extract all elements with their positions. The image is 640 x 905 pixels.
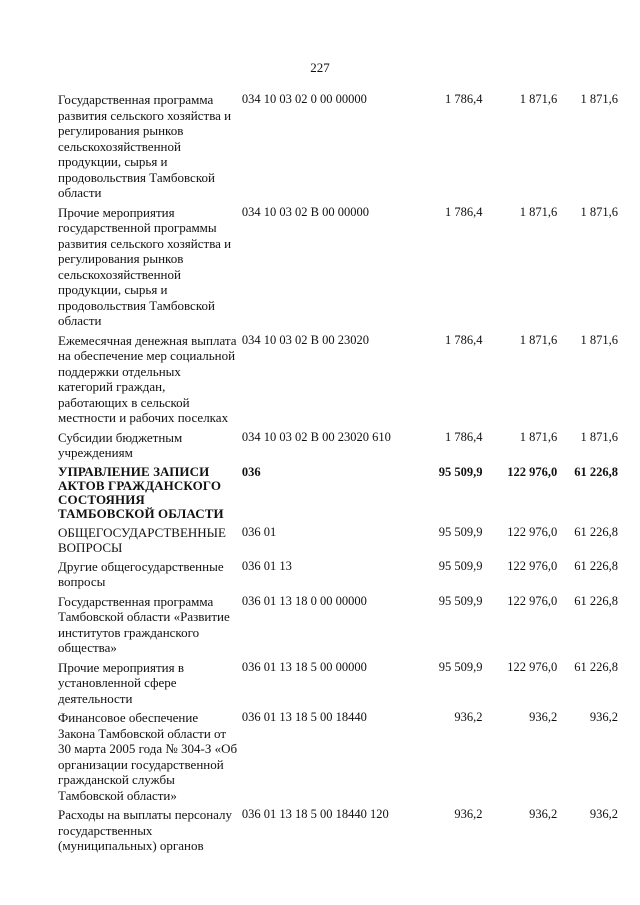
row-value-1: 1 786,4 [444,332,483,347]
row-code: 036 [241,464,261,479]
row-name: Ежемесячная денежная выплата на обеспечение мер социальной поддержки отдельных категорий граждан, работающих в сельской местности и рабочих поселках [58,332,237,425]
row-value-2: 936,2 [529,807,558,821]
row-name: ОБЩЕГОСУДАРСТВЕННЫЕ ВОПРОСЫ [58,524,226,555]
table-row-department [58,465,628,525]
row-name: Другие общегосударственные вопросы [58,558,224,589]
row-value-3: 61 226,8 [574,659,618,674]
row-value-3: 61 226,8 [574,593,618,608]
row-code: 036 01 13 18 5 00 18440 [241,710,367,724]
table-row [58,594,628,660]
row-value-1: 95 509,9 [438,524,483,539]
row-value-1: 1 786,4 [444,92,483,106]
row-value-2: 1 871,6 [519,429,558,444]
row-value-2: 1 871,6 [519,92,558,106]
table-row [58,559,628,594]
row-value-1: 95 509,9 [438,558,483,573]
row-value-3: 61 226,8 [574,558,618,573]
row-value-2: 122 976,0 [507,659,558,674]
row-code: 036 01 13 18 5 00 00000 [241,659,367,674]
budget-table [58,92,628,854]
row-value-1: 936,2 [454,807,483,821]
row-value-2: 1 871,6 [519,332,558,347]
row-name: Финансовое обеспечение Закона Тамбовской области от 30 марта 2005 года № 304-З «Об организации государственной гражданской службы Тамбовской области» [58,710,238,803]
table-row [58,660,628,711]
table-row [58,710,628,807]
row-name: Прочие мероприятия государственной программы развития сельского хозяйства и регулирования рынков сельскохозяйственной продукции, сырья и продовольствия Тамбовской области [58,204,232,328]
table-row [58,430,628,465]
row-value-3: 1 871,6 [580,92,618,106]
row-code: 036 01 13 18 0 00 00000 [241,593,367,608]
row-value-3: 1 871,6 [580,429,618,444]
row-name: Государственная программа развития сельского хозяйства и регулирования рынков сельскохозяйственной продукции, сырья и продовольствия Тамбовской области [58,92,232,200]
row-name: Прочие мероприятия в установленной сфере деятельности [58,659,184,706]
table-row [58,92,628,205]
table-row [58,525,628,559]
row-code: 036 01 [241,524,277,539]
table-row [58,807,628,854]
row-value-1: 95 509,9 [438,464,483,479]
table-row [58,205,628,333]
row-name: Расходы на выплаты персоналу государственных (муниципальных) органов [58,807,233,853]
row-value-3: 61 226,8 [574,464,618,479]
row-value-3: 936,2 [589,710,618,724]
row-code: 034 10 03 02 0 00 00000 [241,92,367,106]
row-value-1: 1 786,4 [444,429,483,444]
row-value-2: 122 976,0 [507,464,558,479]
row-value-1: 95 509,9 [438,659,483,674]
row-value-1: 1 786,4 [444,204,483,219]
page-number: 227 [310,60,330,75]
row-code: 036 01 13 [241,558,292,573]
row-value-3: 1 871,6 [580,204,618,219]
row-value-2: 1 871,6 [519,204,558,219]
row-value-2: 936,2 [529,710,558,724]
table-row [58,333,628,430]
row-value-3: 61 226,8 [574,524,618,539]
row-name: Государственная программа Тамбовской области «Развитие институтов гражданского общества» [58,593,230,655]
row-value-1: 936,2 [454,710,483,724]
row-code: 034 10 03 02 В 00 23020 610 [241,429,391,444]
row-value-1: 95 509,9 [438,593,483,608]
row-name: УПРАВЛЕНИЕ ЗАПИСИ АКТОВ ГРАЖДАНСКОГО СОСТОЯНИЯ ТАМБОВСКОЙ ОБЛАСТИ [58,463,224,521]
row-value-2: 122 976,0 [507,593,558,608]
row-code: 036 01 13 18 5 00 18440 120 [241,807,389,821]
row-value-3: 1 871,6 [580,332,618,347]
row-code: 034 10 03 02 В 00 23020 [241,332,369,347]
row-name: Субсидии бюджетным учреждениям [58,429,183,460]
row-value-2: 122 976,0 [507,524,558,539]
row-value-3: 936,2 [589,807,618,821]
row-value-2: 122 976,0 [507,558,558,573]
row-code: 034 10 03 02 В 00 00000 [241,204,369,219]
